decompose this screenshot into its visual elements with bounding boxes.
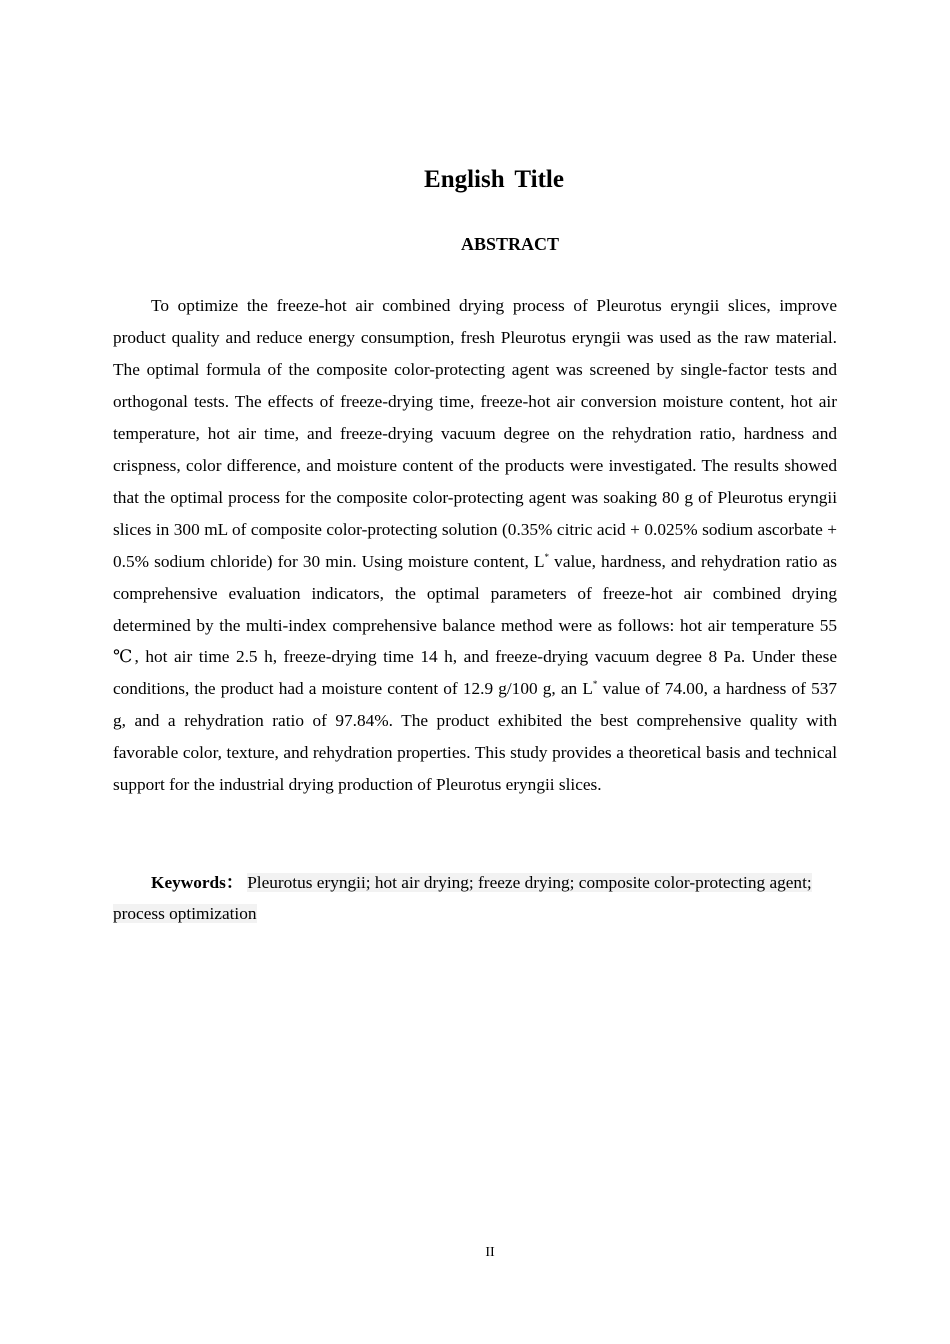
keywords-separator: ： [225,873,244,892]
abstract-text-part-2: value, hardness, and rehydration ratio as comprehensive evaluation indicators, the optimal parameters of freeze-hot air combined drying determined by the multi-index comprehensive balance method were as follows: hot air temperature 55 ℃, hot air time 2.5 h, freeze-drying time 14 h, and freeze-drying vacuum degree 8 Pa. Under these conditions, the product had a moisture content of 12.9 g/100 g, an L [113,551,838,699]
abstract-body [113,290,837,801]
abstract-heading: ABSTRACT [460,234,560,254]
keywords-paragraph [113,867,837,929]
keywords-text: Pleurotus eryngii; hot air drying; freeze drying; composite color-protecting agent; process optimization [113,873,812,923]
page-number: II [485,1245,495,1260]
document-title: English Title [424,166,564,193]
abstract-text-part-1: To optimize the freeze-hot air combined drying process of Pleurotus eryngii slices, improve product quality and reduce energy consumption, fresh Pleurotus eryngii was used as the raw material. The optimal formula of the composite color-protecting agent was screened by single-factor tests and orthogonal tests. The effects of freeze-drying time, freeze-hot air conversion moisture content, hot air temperature, hot air time, and freeze-drying vacuum degree on the rehydration ratio, hardness and crispness, color difference, and moisture content of the products were investigated. The results showed that the optimal process for the composite color-protecting agent was soaking 80 g of Pleurotus eryngii slices in 300 mL of composite color-protecting solution (0.35% citric acid + 0.025% sodium ascorbate + 0.5% sodium chloride) for 30 min. Using moisture content, L [113,296,837,571]
keywords-label: Keywords [151,873,226,892]
superscript-asterisk: * [544,551,550,562]
superscript-asterisk: * [592,679,598,690]
abstract-text-part-3: value of 74.00, a hardness of 537 g, and a rehydration ratio of 97.84%. The product exhibited the best comprehensive quality with favorable color, texture, and rehydration properties. This study provides a theoretical basis and technical support for the industrial drying production of Pleurotus eryngii slices. [113,679,837,795]
